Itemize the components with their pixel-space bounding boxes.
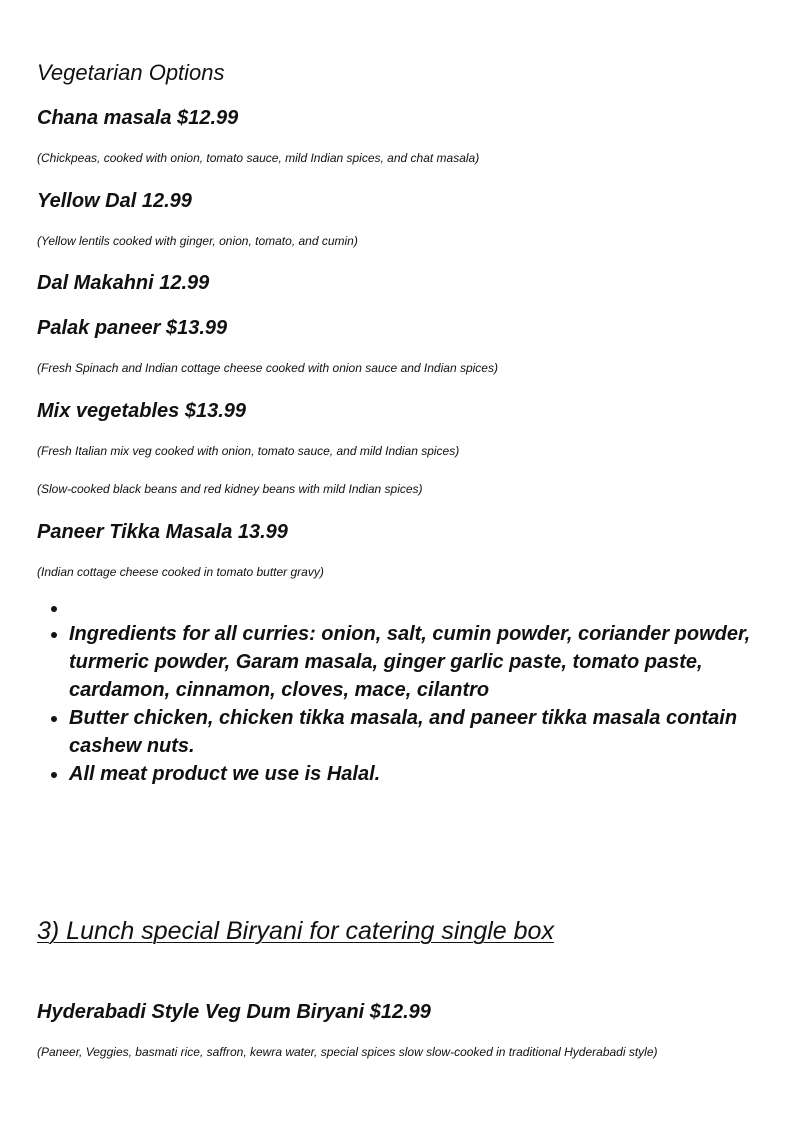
menu-item-veg-dum-biryani-description: (Paneer, Veggies, basmati rice, saffron, kewra water, special spices slow slow-cooked in traditional Hyderabadi style) (37, 1045, 658, 1059)
notes-list-item-ingredients: • Ingredients for all curries: onion, salt, cumin powder, coriander powder, turmeric powder, Garam masala, ginger garlic paste, tomato paste, cardamon, cinnamon, cloves, mace, cilantro (69, 620, 757, 704)
notes-list-item-halal: • All meat product we use is Halal. (69, 760, 757, 788)
menu-item-paneer-tikka-masala: Paneer Tikka Masala 13.99 (37, 521, 288, 543)
menu-item-chana-masala: Chana masala $12.99 (37, 107, 239, 129)
menu-item-palak-paneer: Palak paneer $13.99 (37, 317, 228, 339)
menu-item-dal-makahni: Dal Makahni 12.99 (37, 272, 210, 294)
menu-item-yellow-dal: Yellow Dal 12.99 (37, 190, 192, 212)
menu-item-paneer-tikka-masala-description: (Indian cottage cheese cooked in tomato butter gravy) (37, 565, 324, 579)
section-heading-vegetarian: Vegetarian Options (37, 60, 225, 85)
menu-item-palak-paneer-description: (Fresh Spinach and Indian cottage cheese cooked with onion sauce and Indian spices) (37, 361, 498, 375)
menu-item-mix-vegetables-description: (Fresh Italian mix veg cooked with onion, tomato sauce, and mild Indian spices) (37, 444, 460, 458)
menu-item-mix-vegetables: Mix vegetables $13.99 (37, 400, 247, 422)
notes-list-item-cashew: • Butter chicken, chicken tikka masala, and paneer tikka masala contain cashew nuts. (69, 704, 757, 760)
menu-item-yellow-dal-description: (Yellow lentils cooked with ginger, onion, tomato, and cumin) (37, 234, 358, 248)
menu-item-beans-description: (Slow-cooked black beans and red kidney beans with mild Indian spices) (37, 482, 423, 496)
notes-list (37, 596, 757, 788)
menu-item-veg-dum-biryani: Hyderabadi Style Veg Dum Biryani $12.99 (37, 1001, 431, 1023)
section-heading-lunch-special: 3) Lunch special Biryani for catering single box (37, 917, 554, 945)
menu-item-chana-masala-description: (Chickpeas, cooked with onion, tomato sauce, mild Indian spices, and chat masala) (37, 151, 480, 165)
notes-list-item-empty (69, 596, 757, 620)
